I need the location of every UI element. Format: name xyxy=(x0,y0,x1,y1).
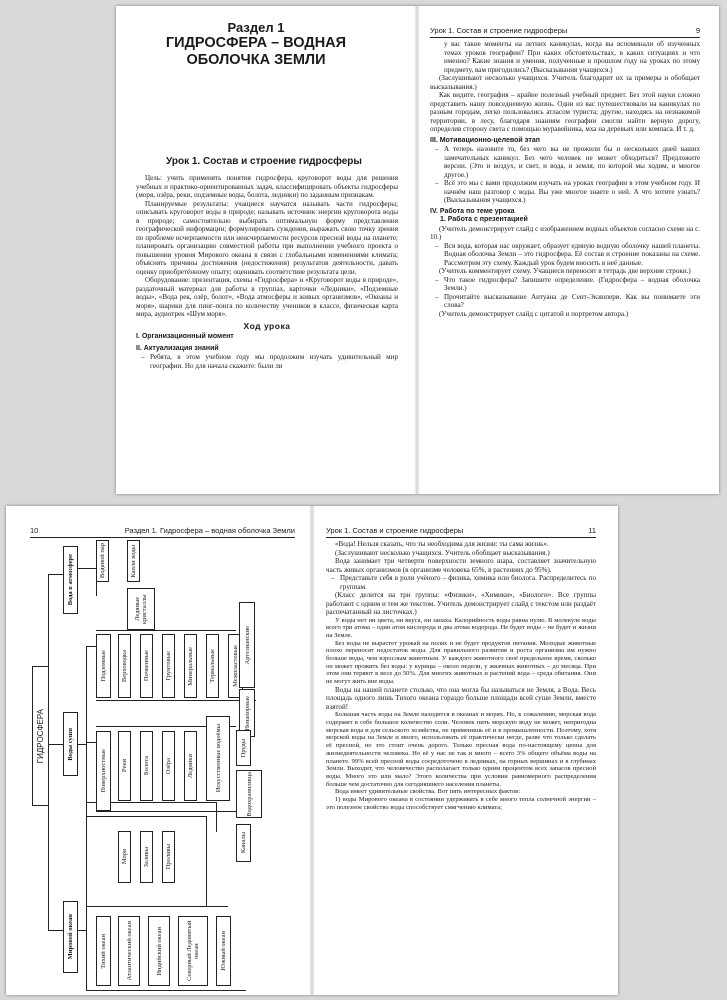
substage-heading: 1. Работа с презентацией xyxy=(440,216,528,223)
item-label: Межпластовые xyxy=(232,645,239,687)
connector-line xyxy=(86,646,87,816)
paragraph: Большая часть воды на Земле находится в океанах и морях. Но, к сожалению, морская вода содержит в себе большое количество соли. Человек пить морскую воду не может, непригодна морская вода и для сельского хозяйства, не применишь её и в промышленности. Поэтому, хотя морской воды на Земле и много, использовать её практически негде, разве что только сделать её пресной, но это стоит очень дорого. Только пресная вода по-настоящему ценна для жизнедеятельности человека. Но её у нас не так и много – всего 3% общего объёма воды на планете. 99% всей пресной воды сосредоточено в ледниках, на горных вершинах и в глубинах Земли. Выходит, что человечество располагает только одним процентом всех запасов пресной воды. Много это или мало? Этого количества при условии равномерного распределения больше чем достаточно для сегодняшнего населения планеты. xyxy=(326,711,596,788)
root-label: ГИДРОСФЕРА xyxy=(36,708,45,764)
reservoirs-node xyxy=(236,770,262,818)
atmosphere-label: Вода в атмосфере xyxy=(67,554,74,606)
paragraph: У воды нет ни цвета, ни вкуса, ни запаха. Калорийность воды равна нулю. В молекуле воды всего три атома – один атом кислорода и два атома водорода. Не будет воды – не будет и жизни на Земле. xyxy=(326,616,596,639)
item-label: Озёра xyxy=(165,757,172,775)
connector-line xyxy=(78,930,86,931)
text-column xyxy=(430,40,700,318)
sea-part-item xyxy=(140,831,153,883)
atmosphere-item xyxy=(96,540,109,582)
book-spread-top xyxy=(116,6,719,494)
dialogue-line: – Что такое гидросфера? Запишите определение. (Гидросфера – водная оболочка Земли.) xyxy=(430,276,700,293)
item-label: Южный океан xyxy=(220,931,227,971)
atmosphere-node xyxy=(63,546,78,614)
teacher-speech: – Ребята, в этом учебном году мы продолжим изучать удивительный мир географии. Но для начала скажите: были ли xyxy=(136,353,398,370)
dialogue-line: – Представьте себя в роли учёного – физика, химика или биолога. Распределитесь по группам. xyxy=(326,574,596,591)
item-label: Артезианские xyxy=(243,625,251,665)
page-9 xyxy=(420,6,719,494)
surface-item xyxy=(206,716,230,801)
connector-line xyxy=(48,930,63,931)
paragraph: Без воды не вырастет урожай на полях и не будет продуктов питания. Молодые животные плохо переносят недостаток воды. Для правильного развития и роста организма им нужно больше воды, чем взрослым животным. У каждого животного своё предельное время, сколько он может прожить без воды: у курицы – около недели, у жвачных животных – до месяца. При этом они теряют в весе до 50%. Для многих животных и растений вода – среда обитания. Они не могут жить вне воды. xyxy=(326,639,596,686)
page-number: 10 xyxy=(30,526,39,535)
surface-node xyxy=(96,731,111,811)
item-label: Водохранилища xyxy=(245,771,253,817)
stage-2-heading: II. Актуализация знаний xyxy=(136,344,219,352)
surface-item xyxy=(140,731,153,801)
handout-text xyxy=(326,711,596,811)
item-label: Верховодка xyxy=(121,649,128,683)
atmosphere-item xyxy=(127,540,140,582)
page-8 xyxy=(116,6,416,494)
connector-line xyxy=(206,816,207,906)
header-title: Урок 1. Состав и строение гидросферы xyxy=(326,526,464,535)
root-node xyxy=(32,666,49,806)
connector-line xyxy=(86,646,96,647)
paragraph: (Класс делится на три группы: «Физики», «Химики», «Биологи». Все группы работают с одним и тем же текстом. Учитель демонстрирует слайд с текстом или раздаёт распечатанный на листочках.) xyxy=(326,591,596,616)
paragraph: (Учитель демонстрирует слайд с изображением водных объектов согласно схеме на с. 10.) xyxy=(430,224,700,241)
running-header xyxy=(326,526,596,538)
lesson-course-heading: Ход урока xyxy=(243,320,291,331)
connector-line xyxy=(48,744,63,745)
results-text: Планируемые результаты: учащиеся научатся называть части гидросферы; описывать круговорот воды в природе; называть источник энергии круговорота воды в природе; самостоятельно выбирать оптимальную форму представления географической информации; формулировать суждения, выражать свою точку зрения по проблеме исчерпаемости или неисчерпаемости ресурсов пресной воды на планете; планировать организацию совместной работы при выполнении учебного проекта о повышении уровня Мирового океана в связи с глобальными изменениями климата; объяснять причины достижения (недостижения) результатов деятельности, давать оценку приобретённому опыту; оценивать соответствие результата цели. xyxy=(136,199,398,276)
paragraph: Как видите, география – крайне полезный учебный предмет. Без этой науки сложно представить нашу повседневную жизнь. Одни из вас путешествовали на каникулах по разным городам, легко пользовались атласом туриста; другие, находясь на незнакомой территории, в лесу, благодаря знаниям географии смогли найти верную дорогу, определив сторону света с помощью муравейника, мха на деревьях или компаса. И т. д. xyxy=(430,91,700,133)
sea-part-item xyxy=(162,831,175,883)
list-item: 1) воды Мирового океана в состоянии удерживать в себе много тепла солнечной энергии – это полезное свойство воды способствует смягчению климата; xyxy=(326,796,596,811)
underground-item xyxy=(184,634,197,698)
connector-line xyxy=(86,990,246,991)
ocean-item xyxy=(216,916,231,986)
connector-line xyxy=(86,816,206,817)
connector-line xyxy=(86,802,87,990)
book-spread-bottom xyxy=(6,506,618,995)
item-label: Ненапорные xyxy=(243,695,251,731)
item-label: Северный Ледовитый океан xyxy=(186,920,200,982)
item-label: Каналы xyxy=(240,832,247,854)
item-label: Тихий океан xyxy=(100,933,107,969)
dialogue-line: – Прочитайте высказывание Антуана де Сент-Экзюпери. Как вы понимаете эти слова? xyxy=(430,293,700,310)
item-label: Искусственные водоёмы xyxy=(214,724,222,793)
surface-item xyxy=(118,731,131,801)
paragraph: у вас такие моменты на летних каникулах, когда вы вспоминали об изученных темах уроков географии? При каких обстоятельствах, в каких ситуациях и что именно? Какие знания и умения, полученные в прошлом году на уроках по этому предмету, вам пригодились? (Высказывания учащихся.) xyxy=(444,40,700,74)
item-label: Индийский океан xyxy=(155,926,163,976)
ocean-item xyxy=(96,916,111,986)
paragraph: (Заслушивают несколько учащихся. Учитель благодарит их за примеры и обобщает высказывания.) xyxy=(430,74,700,91)
lesson-title: Урок 1. Состав и строение гидросферы xyxy=(166,156,362,167)
paragraph: Воды на нашей планете столько, что она могла бы называться не Земля, а Вода. Весь площадь одного лишь Тихого океана гораздо больше площади всей суши Земли, вместе взятой! xyxy=(326,685,596,711)
paragraph: Вода занимает три четверти поверхности земного шара, составляет значительную часть живых организмов (в организме человека 65%, в растениях до 95%). xyxy=(326,557,596,574)
item-label: Водяной пар xyxy=(99,543,106,579)
section-title-line1: ГИДРОСФЕРА – ВОДНАЯ xyxy=(165,35,347,51)
stage-4-heading: IV. Работа по теме урока xyxy=(430,207,515,215)
paragraph: Вода имеет удивительные свойства. Вот пять интересных фактов: xyxy=(335,788,521,796)
text-column xyxy=(326,540,596,811)
dialogue-line: – А теперь назовите то, без чего вы не прожили бы и нескольких дней ваших замечательных каникул. Без чего человек не может обходиться? Предложите версии. (Это и воздух, и свет, и вода, и земля, по которой мы ходим, и многое другое.) xyxy=(430,145,700,179)
land-waters-node xyxy=(63,712,78,776)
item-label: Атлантический океан xyxy=(125,921,133,981)
handout-text xyxy=(326,617,596,686)
dialogue-line: – Всё это мы с вами продолжим изучать на уроках географии в этом учебном году. И начнём наш разговор с воды. Вы уже многое знаете о ней. А что хотите узнать? (Высказывания учащихся.) xyxy=(430,179,700,205)
item-label: Проливы xyxy=(165,844,172,870)
equipment-text: Оборудование: презентация, схемы «Гидросфера» и «Круговорот воды в природе», раздаточный материал для работы в группах, карточки «Ледники», «Подземные воды», «Вода рек, озёр, болот», «Вода атмосферы и живых организмов», «Океаны и моря», шарики для пинг-понга по количеству учеников в классе, физическая карта мира, аудиотрек «Шум моря». xyxy=(136,276,398,318)
world-ocean-label: Мировой океан xyxy=(67,914,74,960)
item-label: Почвенные xyxy=(143,650,150,682)
ocean-item xyxy=(178,916,208,986)
lesson-intro xyxy=(136,174,398,370)
ocean-item xyxy=(118,916,140,986)
page-11 xyxy=(314,506,618,995)
artesian-node xyxy=(239,602,255,688)
item-label: Термальные xyxy=(209,649,216,683)
item-label: Ледяные кристаллы xyxy=(134,594,148,624)
page-10 xyxy=(6,506,312,995)
underground-node xyxy=(96,634,111,698)
ocean-item xyxy=(148,916,170,986)
underground-item xyxy=(140,634,153,698)
item-label: Подземные xyxy=(100,650,107,682)
running-header xyxy=(430,26,700,38)
header-title: Урок 1. Состав и строение гидросферы xyxy=(430,26,568,35)
item-label: Капли воды xyxy=(130,544,137,578)
paragraph: (Учитель комментирует схему. Учащиеся переносят в тетрадь две верхние строки.) xyxy=(439,267,691,275)
item-label: Болота xyxy=(143,756,150,776)
connector-line xyxy=(96,630,236,631)
quote: «Вода! Нельзя сказать, что ты необходима для жизни: ты сама жизнь». xyxy=(335,540,549,548)
item-label: Заливы xyxy=(143,846,150,868)
dialogue-line: – Вся вода, которая нас окружает, образует единую водную оболочку нашей планеты. Водная оболочка Земли – это гидросфера. Её состав и строение показаны на схеме. Рассмотрим эту схему. Каждый урок будем вносить в неё данные. xyxy=(430,242,700,268)
page-number: 11 xyxy=(588,526,596,535)
underground-item xyxy=(118,634,131,698)
sea-part-item xyxy=(118,831,131,883)
connector-line xyxy=(78,744,86,745)
connector-line xyxy=(78,568,96,569)
item-label: Реки xyxy=(121,759,128,773)
world-ocean-node xyxy=(63,901,78,973)
connector-line xyxy=(48,574,63,575)
hydrosphere-diagram xyxy=(6,506,312,995)
connector-line xyxy=(96,811,246,812)
section-number: Раздел 1 xyxy=(227,20,285,35)
section-title-line2: ОБОЛОЧКА ЗЕМЛИ xyxy=(186,52,326,68)
item-label: Моря xyxy=(121,849,128,865)
section-heading xyxy=(146,20,366,69)
page-number: 9 xyxy=(695,26,700,35)
connector-line xyxy=(86,906,228,907)
surface-item xyxy=(184,731,197,801)
stage-3-heading: III. Мотивационно-целевой этап xyxy=(430,136,540,144)
underground-item xyxy=(206,634,219,698)
underground-item xyxy=(162,634,175,698)
item-label: Грунтовые xyxy=(165,651,172,681)
land-waters-label: Воды суши xyxy=(67,727,74,761)
item-label: Поверхностные xyxy=(100,749,107,793)
item-label: Минеральные xyxy=(187,646,194,686)
goal-text: Цель: учить применять понятия гидросфера, круговорот воды для решения учебных и практико-ориентированных задач, классифицировать объекты гидросферы (моря, озёра, реки, подземные воды, болота, ледники) по заданным признакам. xyxy=(136,174,398,199)
header-title: Раздел 1. Гидросфера – водная оболочка Земли xyxy=(124,526,295,535)
stage-1-heading: I. Организационный момент xyxy=(136,333,234,340)
atmosphere-item xyxy=(127,588,155,630)
item-label: Ледники xyxy=(187,753,194,779)
item-label: Пруды xyxy=(240,738,247,758)
ponds-node xyxy=(236,730,251,766)
connector-line xyxy=(96,700,256,701)
connector-line xyxy=(86,742,96,743)
canals-node xyxy=(236,824,251,862)
surface-item xyxy=(162,731,175,801)
connector-line xyxy=(216,802,217,832)
paragraph: (Учитель демонстрирует слайд с цитатой и портретом автора.) xyxy=(439,309,629,318)
paragraph: (Заслушивают несколько учащихся. Учитель обобщает высказывания.) xyxy=(335,548,550,557)
